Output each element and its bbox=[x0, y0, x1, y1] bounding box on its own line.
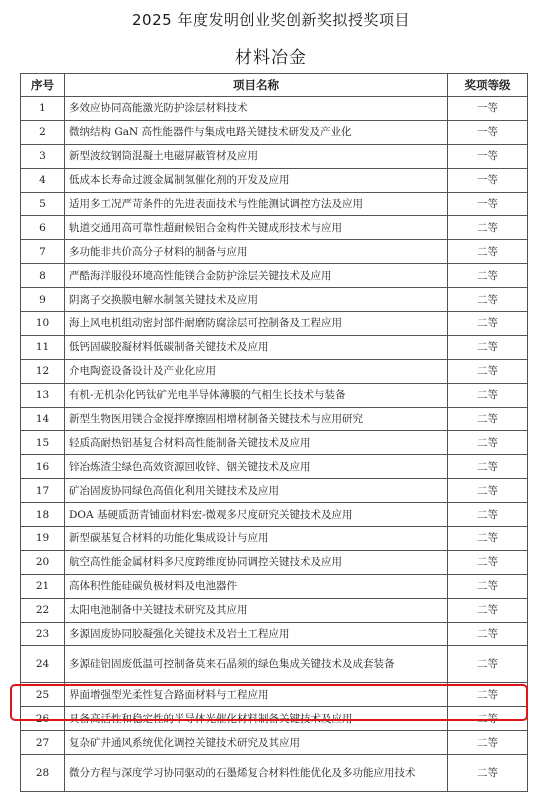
row-number: 18 bbox=[21, 503, 65, 527]
row-number: 12 bbox=[21, 359, 65, 383]
row-number: 9 bbox=[21, 288, 65, 312]
row-award-level: 二等 bbox=[448, 574, 528, 598]
row-project-name: 微分方程与深度学习协同驱动的石墨烯复合材料性能优化及多功能应用技术 bbox=[65, 755, 448, 792]
row-award-level: 二等 bbox=[448, 731, 528, 755]
row-project-name: 多效应协同高能激光防护涂层材料技术 bbox=[65, 97, 448, 121]
table-row bbox=[21, 240, 528, 264]
table-row bbox=[21, 479, 528, 503]
row-award-level: 一等 bbox=[448, 144, 528, 168]
row-project-name: 有机-无机杂化钙钛矿光电半导体薄膜的气相生长技术与装备 bbox=[65, 383, 448, 407]
awards-table bbox=[20, 73, 528, 792]
row-number: 24 bbox=[21, 646, 65, 683]
row-project-name: 多源硅铝固废低温可控制备莫来石晶须的绿色集成关键技术及成套装备 bbox=[65, 646, 448, 683]
row-number: 26 bbox=[21, 707, 65, 731]
table-row bbox=[21, 383, 528, 407]
row-project-name: 介电陶瓷设备设计及产业化应用 bbox=[65, 359, 448, 383]
table-row bbox=[21, 503, 528, 527]
row-number: 4 bbox=[21, 168, 65, 192]
row-award-level: 二等 bbox=[448, 455, 528, 479]
table-row bbox=[21, 598, 528, 622]
row-number: 20 bbox=[21, 550, 65, 574]
table-row bbox=[21, 407, 528, 431]
row-project-name: 矿冶固废协同绿色高值化利用关键技术及应用 bbox=[65, 479, 448, 503]
table-header-row bbox=[21, 74, 528, 97]
row-project-name: 多源固废协同胶凝强化关键技术及岩土工程应用 bbox=[65, 622, 448, 646]
row-award-level: 一等 bbox=[448, 120, 528, 144]
row-project-name: 界面增强型光柔性复合路面材料与工程应用 bbox=[65, 683, 448, 707]
row-number: 28 bbox=[21, 755, 65, 792]
row-award-level: 二等 bbox=[448, 383, 528, 407]
column-header-project-name: 项目名称 bbox=[65, 74, 448, 97]
row-award-level: 二等 bbox=[448, 335, 528, 359]
row-project-name: 高体积性能硅碳负极材料及电池器件 bbox=[65, 574, 448, 598]
row-award-level: 二等 bbox=[448, 598, 528, 622]
table-row bbox=[21, 755, 528, 792]
row-award-level: 二等 bbox=[448, 479, 528, 503]
row-project-name: 阴离子交换膜电解水制氢关键技术及应用 bbox=[65, 288, 448, 312]
document-title: 2025 年度发明创业奖创新奖拟授奖项目 bbox=[132, 11, 410, 29]
row-project-name: 严酷海洋服役环境高性能镁合金防护涂层关键技术及应用 bbox=[65, 264, 448, 288]
row-award-level: 二等 bbox=[448, 683, 528, 707]
row-award-level: 二等 bbox=[448, 622, 528, 646]
row-award-level: 一等 bbox=[448, 168, 528, 192]
row-award-level: 二等 bbox=[448, 550, 528, 574]
row-number: 19 bbox=[21, 527, 65, 551]
row-number: 6 bbox=[21, 216, 65, 240]
row-award-level: 二等 bbox=[448, 359, 528, 383]
row-number: 10 bbox=[21, 312, 65, 336]
row-project-name: 航空高性能金属材料多尺度跨维度协同调控关键技术及应用 bbox=[65, 550, 448, 574]
row-project-name: 适用多工况严苛条件的先进表面技术与性能测试调控方法及应用 bbox=[65, 192, 448, 216]
table-row bbox=[21, 216, 528, 240]
table-row bbox=[21, 97, 528, 121]
row-project-name: 新型生物医用镁合金搅拌摩擦固相增材制备关键技术与应用研究 bbox=[65, 407, 448, 431]
table-row bbox=[21, 527, 528, 551]
row-number: 3 bbox=[21, 144, 65, 168]
row-award-level: 二等 bbox=[448, 503, 528, 527]
table-body bbox=[21, 97, 528, 792]
row-project-name: 轻质高耐热铝基复合材料高性能制备关键技术及应用 bbox=[65, 431, 448, 455]
row-number: 2 bbox=[21, 120, 65, 144]
row-project-name: 太阳电池制备中关键技术研究及其应用 bbox=[65, 598, 448, 622]
row-project-name: 新型波纹钢筒混凝土电磁屏蔽管材及应用 bbox=[65, 144, 448, 168]
table-row bbox=[21, 335, 528, 359]
row-award-level: 二等 bbox=[448, 407, 528, 431]
row-number: 25 bbox=[21, 683, 65, 707]
row-award-level: 二等 bbox=[448, 527, 528, 551]
row-award-level: 二等 bbox=[448, 264, 528, 288]
row-award-level: 二等 bbox=[448, 646, 528, 683]
table-row bbox=[21, 264, 528, 288]
row-project-name: 低成本长寿命过渡金属制氢催化剂的开发及应用 bbox=[65, 168, 448, 192]
table-row bbox=[21, 455, 528, 479]
table-row bbox=[21, 683, 528, 707]
row-project-name: 海上风电机组动密封部件耐磨防腐涂层可控制备及工程应用 bbox=[65, 312, 448, 336]
row-number: 22 bbox=[21, 598, 65, 622]
row-project-name: 具备高活性和稳定性的半导体光催化材料制备关键技术及应用 bbox=[65, 707, 448, 731]
row-number: 7 bbox=[21, 240, 65, 264]
row-number: 27 bbox=[21, 731, 65, 755]
table-row bbox=[21, 288, 528, 312]
row-award-level: 二等 bbox=[448, 707, 528, 731]
row-project-name: 轨道交通用高可靠性超耐候铝合金构件关键成形技术与应用 bbox=[65, 216, 448, 240]
row-award-level: 一等 bbox=[448, 97, 528, 121]
table-row bbox=[21, 144, 528, 168]
table-row bbox=[21, 168, 528, 192]
row-number: 8 bbox=[21, 264, 65, 288]
table-row bbox=[21, 707, 528, 731]
table-row bbox=[21, 431, 528, 455]
row-number: 14 bbox=[21, 407, 65, 431]
row-number: 15 bbox=[21, 431, 65, 455]
row-award-level: 二等 bbox=[448, 312, 528, 336]
row-project-name: 微纳结构 GaN 高性能器件与集成电路关键技术研发及产业化 bbox=[65, 120, 448, 144]
row-project-name: DOA 基硬质沥青铺面材料宏-微观多尺度研究关键技术及应用 bbox=[65, 503, 448, 527]
column-header-number: 序号 bbox=[21, 74, 65, 97]
row-number: 5 bbox=[21, 192, 65, 216]
table-row bbox=[21, 550, 528, 574]
row-number: 21 bbox=[21, 574, 65, 598]
row-award-level: 二等 bbox=[448, 755, 528, 792]
row-project-name: 复杂矿井通风系统优化调控关键技术研究及其应用 bbox=[65, 731, 448, 755]
row-award-level: 二等 bbox=[448, 431, 528, 455]
table-row bbox=[21, 120, 528, 144]
column-header-award-level: 奖项等级 bbox=[448, 74, 528, 97]
row-number: 17 bbox=[21, 479, 65, 503]
row-project-name: 低钙固碳胶凝材料低碳制备关键技术及应用 bbox=[65, 335, 448, 359]
table-row bbox=[21, 622, 528, 646]
row-number: 16 bbox=[21, 455, 65, 479]
table-row bbox=[21, 192, 528, 216]
row-number: 13 bbox=[21, 383, 65, 407]
row-number: 23 bbox=[21, 622, 65, 646]
row-number: 1 bbox=[21, 97, 65, 121]
row-project-name: 新型碳基复合材料的功能化集成设计与应用 bbox=[65, 527, 448, 551]
table-row bbox=[21, 312, 528, 336]
table-row bbox=[21, 359, 528, 383]
section-title: 材料冶金 bbox=[235, 48, 307, 68]
row-award-level: 二等 bbox=[448, 216, 528, 240]
row-number: 11 bbox=[21, 335, 65, 359]
row-project-name: 锌冶炼渣尘绿色高效资源回收锌、铟关键技术及应用 bbox=[65, 455, 448, 479]
table-row bbox=[21, 731, 528, 755]
row-project-name: 多功能非共价高分子材料的制备与应用 bbox=[65, 240, 448, 264]
row-award-level: 一等 bbox=[448, 192, 528, 216]
row-award-level: 二等 bbox=[448, 288, 528, 312]
table-row bbox=[21, 646, 528, 683]
table-row bbox=[21, 574, 528, 598]
row-award-level: 二等 bbox=[448, 240, 528, 264]
